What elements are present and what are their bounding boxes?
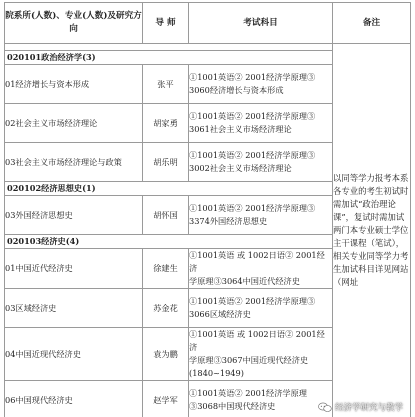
header-advisor: 导 师: [143, 3, 189, 44]
subject-line: 3066区域经济史: [189, 309, 251, 319]
exam-subjects: [189, 104, 333, 143]
subject-line: ①1001英语② 2001经济学原理③: [189, 150, 316, 160]
research-direction: 01经济增长与资本形成: [5, 65, 143, 104]
subject-line: 3374外国经济思想史: [189, 216, 268, 226]
subject-line: 3002社会主义市场经济理论: [189, 163, 292, 173]
research-direction: 03外国经济思想史: [5, 196, 143, 235]
subject-line: ①1001英语② 2001经济学原理③: [189, 296, 316, 306]
exam-subjects: [189, 196, 333, 235]
exam-subjects-table: [4, 2, 411, 417]
subject-line: 学原理③3064中国近代经济史: [189, 276, 300, 286]
research-direction: 01中国近代经济史: [5, 249, 143, 289]
advisor-name: 张平: [143, 65, 189, 104]
exam-subjects: [189, 289, 333, 328]
table-header-row: [5, 3, 411, 44]
subject-line: ①1001英语② 2001经济学原理③: [189, 111, 316, 121]
subject-line: (1840~1949): [189, 368, 244, 378]
advisor-name: 胡家勇: [143, 104, 189, 143]
research-direction: 03社会主义市场经济理论与政策: [5, 143, 143, 182]
exam-subjects: [189, 65, 333, 104]
major-title: 020101政治经济学(3): [5, 51, 333, 65]
subject-line: ③3068中国现代经济史: [189, 401, 276, 411]
subject-line: ①1001英语② 2001经济学原理③: [189, 203, 316, 213]
subject-line: ①1001英语② 2001经济学原理: [189, 388, 307, 398]
spacer-row: [5, 44, 411, 51]
research-direction: 02社会主义市场经济理论: [5, 104, 143, 143]
exam-subjects: [189, 249, 333, 289]
advisor-name: 胡怀国: [143, 196, 189, 235]
advisor-name: 苏金花: [143, 289, 189, 328]
notes-cell: [333, 44, 411, 417]
header-dept: 院系所(人数)、专业(人数)及研究方向: [5, 3, 143, 44]
watermark-text: 经济学研究与教学: [334, 403, 403, 413]
subject-line: ①1001英语 或 1002日语② 2001经济: [189, 250, 325, 273]
subject-line: ①1001英语 或 1002日语② 2001经济: [189, 329, 325, 352]
notes-text: 以同等学力报考本系各专业的考生初试时需加试“政治理论课”，复试时需加试两门本专业硕士学位主干课程（笔试），相关专业同等学力考生加试科目详见网站（网址: [333, 173, 409, 287]
chat-bubble-icon: [318, 402, 332, 413]
advisor-name: 袁为鹏: [143, 328, 189, 381]
advisor-name: 徐建生: [143, 249, 189, 289]
exam-subjects: [189, 328, 333, 381]
exam-subjects: [189, 143, 333, 182]
subject-line: 3061社会主义市场经济理论: [189, 124, 292, 134]
major-title: 020102经济思想史(1): [5, 182, 333, 196]
subject-line: ①1001英语② 2001经济学原理③: [189, 72, 316, 82]
advisor-name: 胡乐明: [143, 143, 189, 182]
research-direction: 06中国现代经济史: [5, 381, 143, 417]
research-direction: 03区域经济史: [5, 289, 143, 328]
header-notes: 备注: [333, 3, 411, 44]
subject-line: 学原理③3067中国近现代经济史: [189, 355, 309, 365]
header-subjects: 考试科目: [189, 3, 333, 44]
subject-line: 3060经济增长与资本形成: [189, 85, 284, 95]
watermark: [318, 401, 403, 413]
research-direction: 04中国近现代经济史: [5, 328, 143, 381]
advisor-name: 赵学军: [143, 381, 189, 417]
major-title: 020103经济史(4): [5, 235, 333, 249]
table-body: [5, 44, 411, 417]
exam-subjects: [189, 381, 333, 417]
